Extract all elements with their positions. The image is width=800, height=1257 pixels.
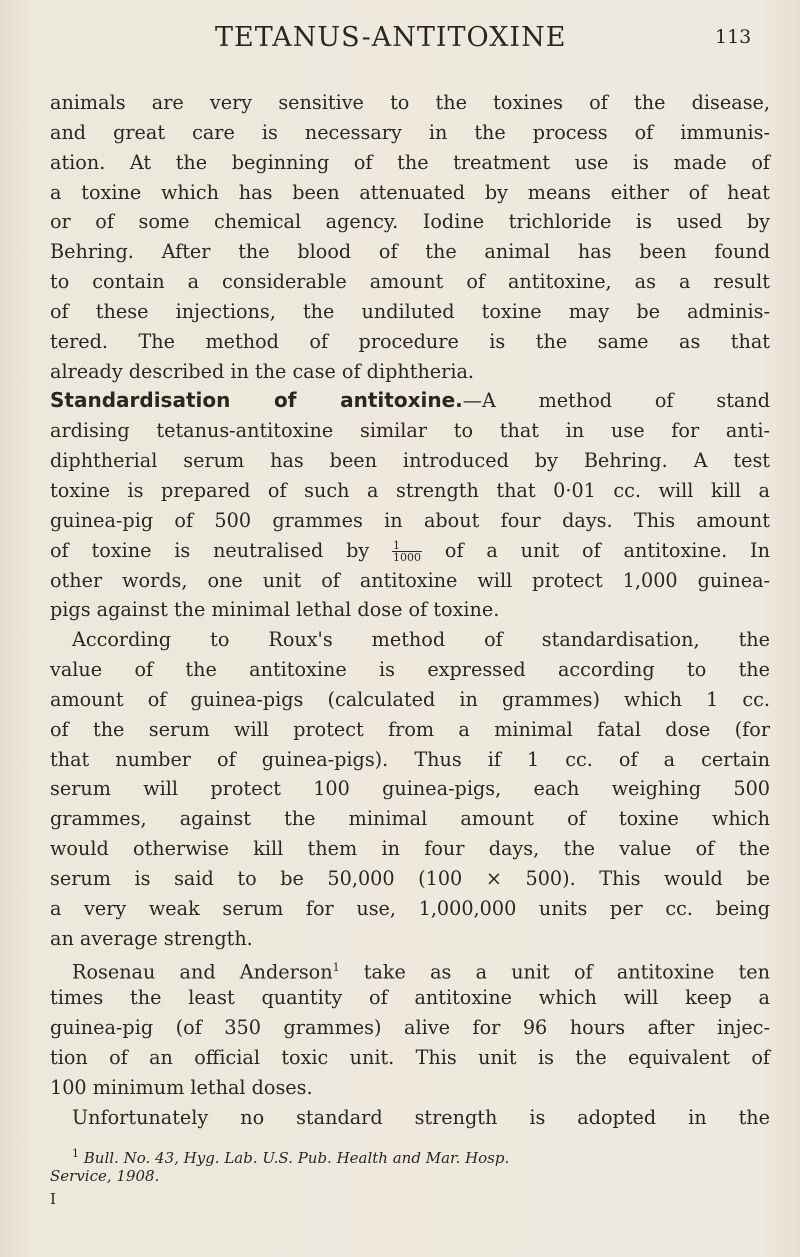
text-line-with-footnote (50, 953, 770, 983)
text-run: take as a unit of antitoxine ten (339, 960, 770, 984)
signature-mark: I (50, 1190, 56, 1208)
text-line: grammes, against the minimal amount of toxine which (50, 807, 770, 831)
text-line: pigs against the minimal lethal dose of toxine. (50, 598, 500, 622)
footnote-marker: 1 (72, 1147, 79, 1160)
text-line: amount of guinea-pigs (calculated in grammes) which 1 cc. (50, 687, 770, 711)
footnotes (50, 1142, 770, 1211)
footnote-citation-cont: Service, 1908. (50, 1167, 160, 1185)
text-line-with-fraction (50, 536, 770, 566)
text-line: animals are very sensitive to the toxines of the disease, (50, 91, 770, 114)
text-line: ation. At the beginning of the treatment use is made of (50, 150, 770, 174)
footnote-reference[interactable]: 1 (332, 961, 340, 975)
text-line: 100 minimum lethal doses. (50, 1075, 313, 1099)
text-line: of the serum will protect from a minimal fatal dose (for (50, 717, 770, 741)
page-header (0, 22, 800, 66)
text-line: already described in the case of diphtheria. (50, 359, 475, 383)
text-line: to contain a considerable amount of antitoxine, as a result (50, 270, 770, 294)
text-line: Behring. After the blood of the animal has been found (50, 240, 770, 264)
text-line: tered. The method of procedure is the same as that (50, 329, 770, 353)
text-line: toxine is prepared of such a strength that 0·01 cc. will kill a (50, 478, 770, 502)
signature-mark-line (50, 1188, 770, 1211)
text-line: and great care is necessary in the process of immunis- (50, 120, 770, 144)
text-line: tion of an official toxic unit. This unit is the equivalent of (50, 1046, 770, 1069)
text-line: or of some chemical agency. Iodine trichloride is used by (50, 210, 770, 234)
text-line: guinea-pig (of 350 grammes) alive for 96 hours after injec- (50, 1016, 770, 1040)
text-run: of toxine is neutralised by (50, 538, 370, 562)
footnote-citation: Bull. No. 43, Hyg. Lab. U.S. Pub. Health and Mar. Hosp. (83, 1149, 510, 1167)
text-line: ardising tetanus-antitoxine similar to that in use for anti- (50, 419, 770, 443)
section-heading-line (50, 386, 770, 416)
text-line: a very weak serum for use, 1,000,000 units per cc. being (50, 896, 770, 920)
text-run: of a unit of antitoxine. In (444, 538, 770, 562)
text-line: value of the antitoxine is expressed according to the (50, 658, 770, 682)
text-line: times the least quantity of antitoxine which will keep a (50, 986, 770, 1010)
fraction (392, 540, 422, 563)
text-run: Rosenau and Anderson (72, 960, 333, 984)
footnote-line (50, 1165, 770, 1188)
text-run: —A method of stand (462, 389, 770, 413)
text-line: would otherwise kill them in four days, the value of the (50, 837, 770, 861)
text-line: serum is said to be 50,000 (100 × 500). This would be (50, 866, 770, 890)
text-line: that number of guinea-pigs). Thus if 1 cc. of a certain (50, 747, 770, 771)
text-line: According to Roux's method of standardisation, the (72, 628, 770, 652)
text-line: a toxine which has been attenuated by means either of heat (50, 180, 770, 204)
page-number: 113 (715, 26, 752, 48)
footnote-line (50, 1142, 770, 1165)
fraction-numerator: 1 (392, 540, 422, 552)
text-line: of these injections, the undiluted toxine may be adminis- (50, 299, 770, 323)
fraction-denominator: 1000 (393, 551, 422, 565)
text-line: diphtherial serum has been introduced by Behring. A test (50, 449, 770, 473)
text-line: other words, one unit of antitoxine will protect 1,000 guinea- (50, 568, 770, 592)
body-text (50, 88, 770, 1133)
running-title: TETANUS-ANTITOXINE (215, 22, 567, 53)
text-line: guinea-pig of 500 grammes in about four days. This amount (50, 508, 770, 532)
section-heading: Standardisation of antitoxine. (50, 388, 463, 413)
text-line: Unfortunately no standard strength is adopted in the (72, 1105, 770, 1129)
text-line: serum will protect 100 guinea-pigs, each weighing 500 (50, 777, 770, 801)
text-line: an average strength. (50, 926, 253, 950)
